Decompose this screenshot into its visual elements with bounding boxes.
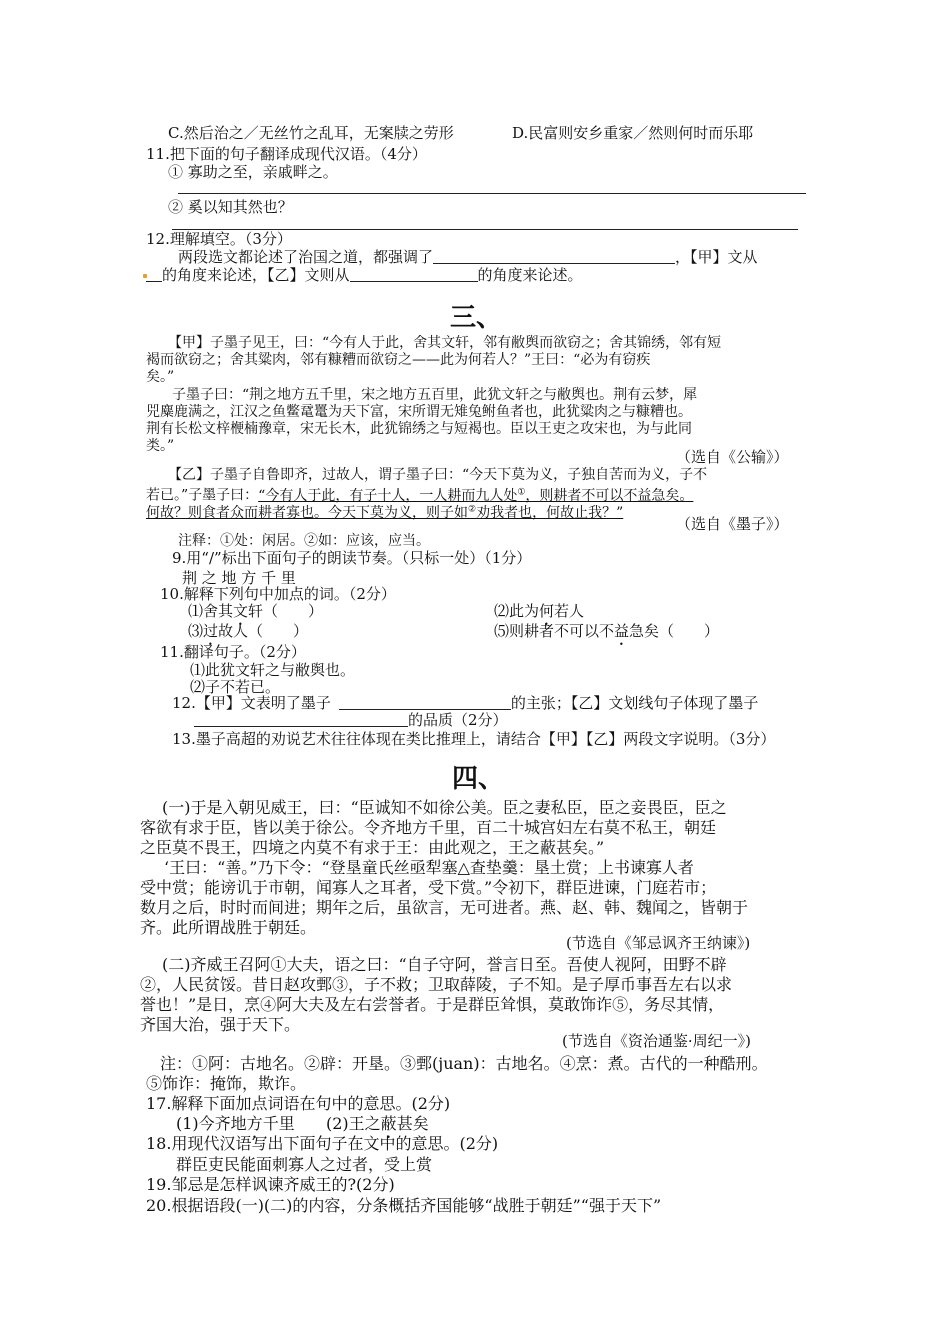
q12a-line-2 [146,266,583,284]
passage-1-line: 齐。此所谓战胜于朝廷。 [140,918,317,937]
q12a-title: 12.理解填空。（3分） [146,230,292,248]
underlined-sentence: “今有人于此，有子十人，一人耕而九人处①，则耕者不可以不益急矣。 [258,487,694,504]
passage-1-line: ‘王曰：“善。”乃下令：“登垦童氏丝亟犁塞△查垫羹：垦土赏；上书谏寡人者 [164,858,694,877]
q11-sentence-2: ⑵子不若已。 [190,678,281,696]
annotation-note: 注释：①处：闲居。②如：应该，应当。 [178,533,430,549]
q9-title: 9.用“/”标出下面句子的朗读节奏。（只标一处）（1分） [172,549,532,567]
section-heading-4: 四、 [452,764,505,794]
section-heading-3: 三、 [450,303,503,333]
source-citation: （选自《墨子》） [676,515,789,533]
passage-jia-line: 荆有长松文梓楩楠豫章，宋无长木，此犹锦绣之与短褐也。臣以王吏之攻宋也，为与此同 [146,421,692,437]
q18-sentence: 群臣吏民能面刺寡人之过者，受上赏 [176,1155,433,1174]
answer-line [178,193,806,194]
option-d: D.民富则安乡重家／然则何时而乐耶 [512,124,754,142]
q11-sentence-1: ⑴此犹文轩之与敝舆也。 [190,661,356,679]
source-citation: (节选自《邹忌讽齐王纳谏》) [566,934,751,952]
passage-jia-line: 【甲】子墨子见王，曰：“今有人于此，舍其文轩，邻有敝舆而欲窃之；舍其锦绣，邻有短 [168,335,722,351]
passage-2-line: 誉也！”是日，烹④阿大夫及左右尝誉者。于是群臣耸惧，莫敢饰诈⑤，务尽其情， [140,995,725,1014]
q20-text: 20.根据语段(一)(二)的内容，分条概括齐国能够“战胜于朝廷”“强于天下” [146,1196,662,1215]
annotation-note: 注：①阿：古地名。②辟：开垦。③鄄(juan)：古地名。④烹：煮。古代的一种酷刑。 [160,1054,768,1073]
q11-title: 11.翻译句子。（2分） [160,643,306,661]
q10-item-3: ⑶过故人（ ） [188,622,309,640]
passage-1-line: 之臣莫不畏王，四境之内莫不有求于王：由此观之，王之蔽甚矣。” [140,838,605,857]
q12a-line-1 [178,248,758,266]
fill-blank[interactable] [146,267,162,282]
q17-item-1: (1)今齐地方千里 [176,1114,295,1133]
fill-blank[interactable] [433,249,675,264]
passage-1-line: 数月之后，时时而间进；期年之后，虽欲言，无可进者。燕、赵、韩、魏闻之，皆朝于 [140,898,749,917]
fill-blank[interactable] [339,695,511,710]
passage-2-line: 齐国大治，强于天下。 [140,1015,301,1034]
passage-yi-line: 【乙】子墨子自鲁即齐，过故人，谓子墨子曰：“今天下莫为义，子独自苦而为义，子不 [168,467,708,483]
q10-title: 10.解释下列句中加点的词。（2分） [160,585,396,603]
fill-blank[interactable] [350,267,478,282]
passage-yi-line [146,500,623,522]
annotation-note: ⑤饰诈：掩饰，欺诈。 [146,1074,307,1093]
q13-text: 13.墨子高超的劝说艺术往往体现在类比推理上，请结合【甲】【乙】两段文字说明。（3分） [172,730,776,748]
q12a-text: ，【甲】文从 [675,248,758,266]
q18-title: 18.用现代汉语写出下面句子在文中的意思。(2分) [146,1134,499,1153]
q12-line-2: 的品质（2分） [194,711,508,729]
passage-text: 若已。”子墨子曰： [146,487,259,504]
q17-title: 17.解释下面加点词语在句中的意思。(2分) [146,1094,451,1113]
passage-jia-line: 兕麋鹿满之，江汉之鱼鳖鼋鼍为天下富，宋所谓无雉兔鲋鱼者也，此犹粱肉之与糠糟也。 [146,404,692,420]
option-c: C.然后治之／无丝竹之乱耳，无案牍之劳形 [168,124,454,142]
passage-1-line: 受中赏；能谤讥于市朝，闻寡人之耳者，受下赏。”令初下，群臣进谏，门庭若市； [140,878,717,897]
q10-item-1: ⑴舍其文轩（ ） [188,602,324,620]
q19-text: 19.邹忌是怎样讽谏齐威王的?(2分) [146,1175,395,1194]
passage-1-line: (一)于是入朝见威王，曰：“臣诚知不如徐公美。臣之妻私臣，臣之妾畏臣，臣之 [162,798,727,817]
underlined-sentence: 何故？则食者众而耕者寡也。今天下莫为义，则子如②劝我者也，何故止我？” [146,504,624,521]
q9-sentence: 荆 之 地 方 千 里 [182,569,296,587]
passage-2-line: (二)齐威王召阿①大夫，语之曰：“自子守阿，誉言日至。吾使人视阿，田野不辟 [162,955,727,974]
passage-jia-line: 褐而欲窃之；舍其粱肉，邻有糠糟而欲窃之——此为何若人？”王曰：“必为有窃疾 [146,352,651,368]
q11a-sentence-1: ① 寡助之至，亲戚畔之。 [168,163,338,181]
passage-jia-line: 矣。” [146,369,175,385]
q11a-title: 11.把下面的句子翻译成现代汉语。（4分） [146,145,427,163]
source-citation: （选自《公输》） [676,448,789,466]
q12a-text: 的角度来论述。 [477,266,583,284]
source-citation: (节选自《资治通鉴·周纪一》) [562,1032,751,1050]
passage-jia-line: 类。” [146,438,175,454]
q10-item-5: ⑸则耕者不可以不益急矣（ ） [494,622,720,640]
q12a-text: 的角度来论述，【乙】文则从 [162,266,350,284]
q10-item-2: ⑵此为何若人 [494,602,585,620]
q12a-text: 两段选文都论述了治国之道，都强调了 [178,248,434,266]
q17-item-2: (2)王之蔽甚矣 [326,1114,429,1133]
q11a-sentence-2: ② 奚以知其然也？ [168,198,293,216]
passage-jia-line: 子墨子曰：“荆之地方五千里，宋之地方五百里，此犹文轩之与敝舆也。荆有云梦，犀 [172,387,698,403]
q12-line-1: 12.【甲】文表明了墨子 的主张；【乙】文划线句子体现了墨子 [172,694,759,712]
fill-blank[interactable] [194,712,408,727]
passage-1-line: 客欲有求于臣，皆以美于徐公。令齐地方千里，百二十城宫妇左右莫不私王，朝廷 [140,818,717,837]
passage-2-line: ②，人民贫馁。昔日赵攻鄄③，子不救；卫取薛陵，子不知。是子厚币事吾左右以求 [140,975,733,994]
